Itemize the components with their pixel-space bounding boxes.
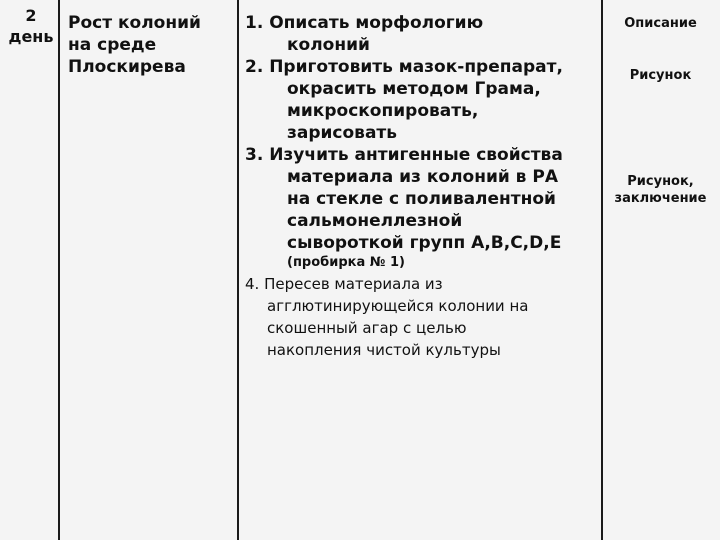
- stage-cell: [60, 0, 237, 540]
- task-line: 4. Пересев материала из: [245, 275, 443, 293]
- task-item-3: [245, 144, 597, 271]
- stage-title: [68, 12, 236, 78]
- result-drawing-conclusion: [603, 173, 718, 207]
- task-line: окрасить методом Грама,: [287, 79, 541, 99]
- task-line: агглютинирующейся колонии на: [267, 297, 529, 315]
- stage-line: Рост колоний: [68, 13, 201, 33]
- task-line: сальмонеллезной: [287, 211, 463, 231]
- result-line: заключение: [614, 191, 707, 206]
- tasks-cell: [239, 0, 601, 540]
- task-list: [245, 12, 597, 361]
- results-cell: [603, 0, 720, 540]
- task-line: 3. Изучить антигенные свойства: [245, 145, 563, 165]
- stage-line: на среде: [68, 35, 157, 55]
- task-line: на стекле с поливалентной: [287, 189, 556, 209]
- task-line: микроскопировать,: [287, 101, 479, 121]
- result-drawing: Рисунок: [629, 68, 692, 83]
- task-item-4: [245, 273, 597, 361]
- task-item-2: [245, 56, 597, 144]
- task-item-1: [245, 12, 597, 56]
- task-line: сывороткой групп А,В,С,D,Е: [287, 233, 562, 253]
- day-cell: [0, 0, 58, 540]
- day-number: 2: [25, 6, 37, 25]
- result-description: Описание: [624, 16, 697, 31]
- day-label: день: [8, 27, 54, 46]
- task-line: 1. Описать морфологию: [245, 13, 484, 33]
- task-line: зарисовать: [287, 123, 398, 143]
- task-line: колоний: [287, 35, 370, 55]
- result-line: Рисунок,: [627, 174, 694, 189]
- task-note: (пробирка № 1): [287, 255, 405, 270]
- task-line: материала из колоний в РА: [287, 167, 558, 187]
- task-line: накопления чистой культуры: [267, 341, 501, 359]
- stage-line: Плоскирева: [68, 57, 186, 77]
- task-line: скошенный агар с целью: [267, 319, 467, 337]
- task-line: 2. Приготовить мазок-препарат,: [245, 57, 563, 77]
